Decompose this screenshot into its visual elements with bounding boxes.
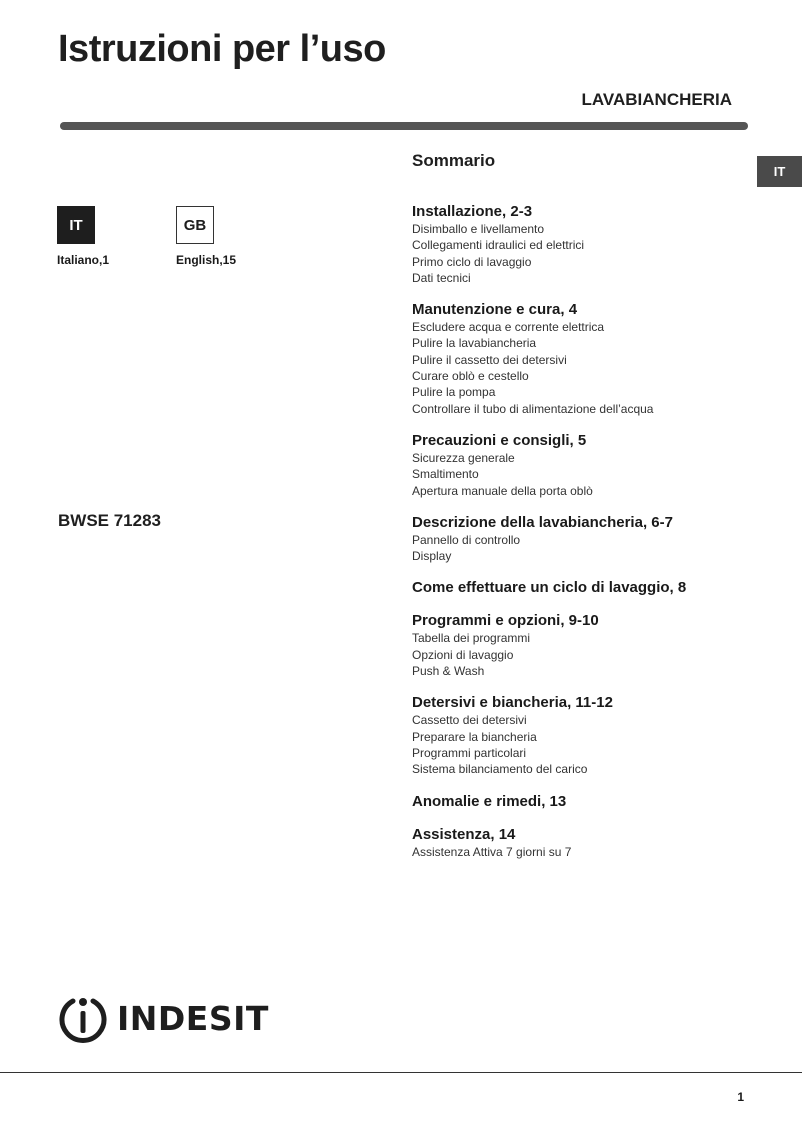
language-code-gb: GB (176, 206, 214, 244)
toc-section (412, 203, 752, 286)
top-divider (60, 122, 748, 130)
toc-subitem[interactable]: Opzioni di lavaggio (412, 647, 514, 662)
toc-subitem[interactable]: Push & Wash (412, 664, 485, 679)
page-title: Istruzioni per l’uso (58, 28, 386, 70)
toc-section (412, 301, 752, 417)
toc-section-title[interactable]: Installazione, 2-3 (412, 203, 533, 220)
brand-logo-text: INDESIT (117, 998, 269, 1038)
toc-section-title[interactable]: Anomalie e rimedi, 13 (412, 792, 567, 810)
toc-section (412, 793, 752, 811)
brand-logo (57, 993, 269, 1043)
indesit-logo-icon (57, 993, 109, 1043)
toc-section (412, 579, 752, 597)
page-number: 1 (737, 1090, 744, 1104)
toc-subitem[interactable]: Pulire la pompa (412, 385, 496, 400)
footer-divider (0, 1072, 802, 1073)
toc-subitem[interactable]: Controllare il tubo di alimentazione dell’acqua (412, 401, 654, 416)
language-option-gb[interactable] (176, 206, 236, 267)
toc-subitem[interactable]: Dati tecnici (412, 270, 471, 285)
toc-subitem[interactable]: Apertura manuale della porta oblò (412, 483, 593, 498)
toc-section-title[interactable]: Descrizione della lavabiancheria, 6-7 (412, 513, 673, 531)
toc-subitem[interactable]: Display (412, 549, 452, 564)
toc-section-title[interactable]: Manutenzione e cura, 4 (412, 301, 578, 319)
toc-section-title[interactable]: Assistenza, 14 (412, 825, 516, 843)
toc-section (412, 826, 752, 860)
language-side-tab: IT (757, 156, 802, 187)
product-type: LAVABIANCHERIA (581, 90, 732, 109)
toc-subitem[interactable]: Curare oblò e cestello (412, 369, 529, 384)
toc-section (412, 612, 752, 679)
toc-section-title[interactable]: Come effettuare un ciclo di lavaggio, 8 (412, 579, 687, 597)
toc-section (412, 694, 752, 777)
table-of-contents (412, 203, 752, 875)
toc-subitem[interactable]: Programmi particolari (412, 745, 527, 760)
toc-subitem[interactable]: Assistenza Attiva 7 giorni su 7 (412, 844, 572, 859)
toc-subitem[interactable]: Smaltimento (412, 467, 479, 482)
toc-subitem[interactable]: Escludere acqua e corrente elettrica (412, 320, 605, 335)
toc-section (412, 514, 752, 565)
toc-section-title[interactable]: Programmi e opzioni, 9-10 (412, 612, 599, 630)
toc-subitem[interactable]: Cassetto dei detersivi (412, 713, 527, 728)
toc-subitem[interactable]: Disimballo e livellamento (412, 222, 545, 236)
language-caption-gb: English,15 (176, 253, 237, 267)
toc-section-title[interactable]: Detersivi e biancheria, 11-12 (412, 694, 613, 712)
toc-heading: Sommario (412, 151, 496, 170)
toc-subitem[interactable]: Primo ciclo di lavaggio (412, 254, 532, 269)
toc-subitem[interactable]: Collegamenti idraulici ed elettrici (412, 238, 585, 253)
toc-subitem[interactable]: Pannello di controllo (412, 532, 521, 547)
language-caption-it: Italiano,1 (57, 253, 110, 267)
language-option-it[interactable] (57, 206, 109, 267)
toc-section (412, 432, 752, 499)
toc-section-title[interactable]: Precauzioni e consigli, 5 (412, 431, 587, 449)
toc-subitem[interactable]: Pulire la lavabiancheria (412, 336, 537, 351)
toc-subitem[interactable]: Sistema bilanciamento del carico (412, 762, 588, 777)
toc-subitem[interactable]: Pulire il cassetto dei detersivi (412, 352, 567, 367)
language-code-it: IT (57, 206, 95, 244)
toc-subitem[interactable]: Tabella dei programmi (412, 631, 531, 646)
model-number: BWSE 71283 (58, 511, 161, 530)
toc-subitem[interactable]: Preparare la biancheria (412, 729, 537, 744)
toc-subitem[interactable]: Sicurezza generale (412, 450, 515, 465)
